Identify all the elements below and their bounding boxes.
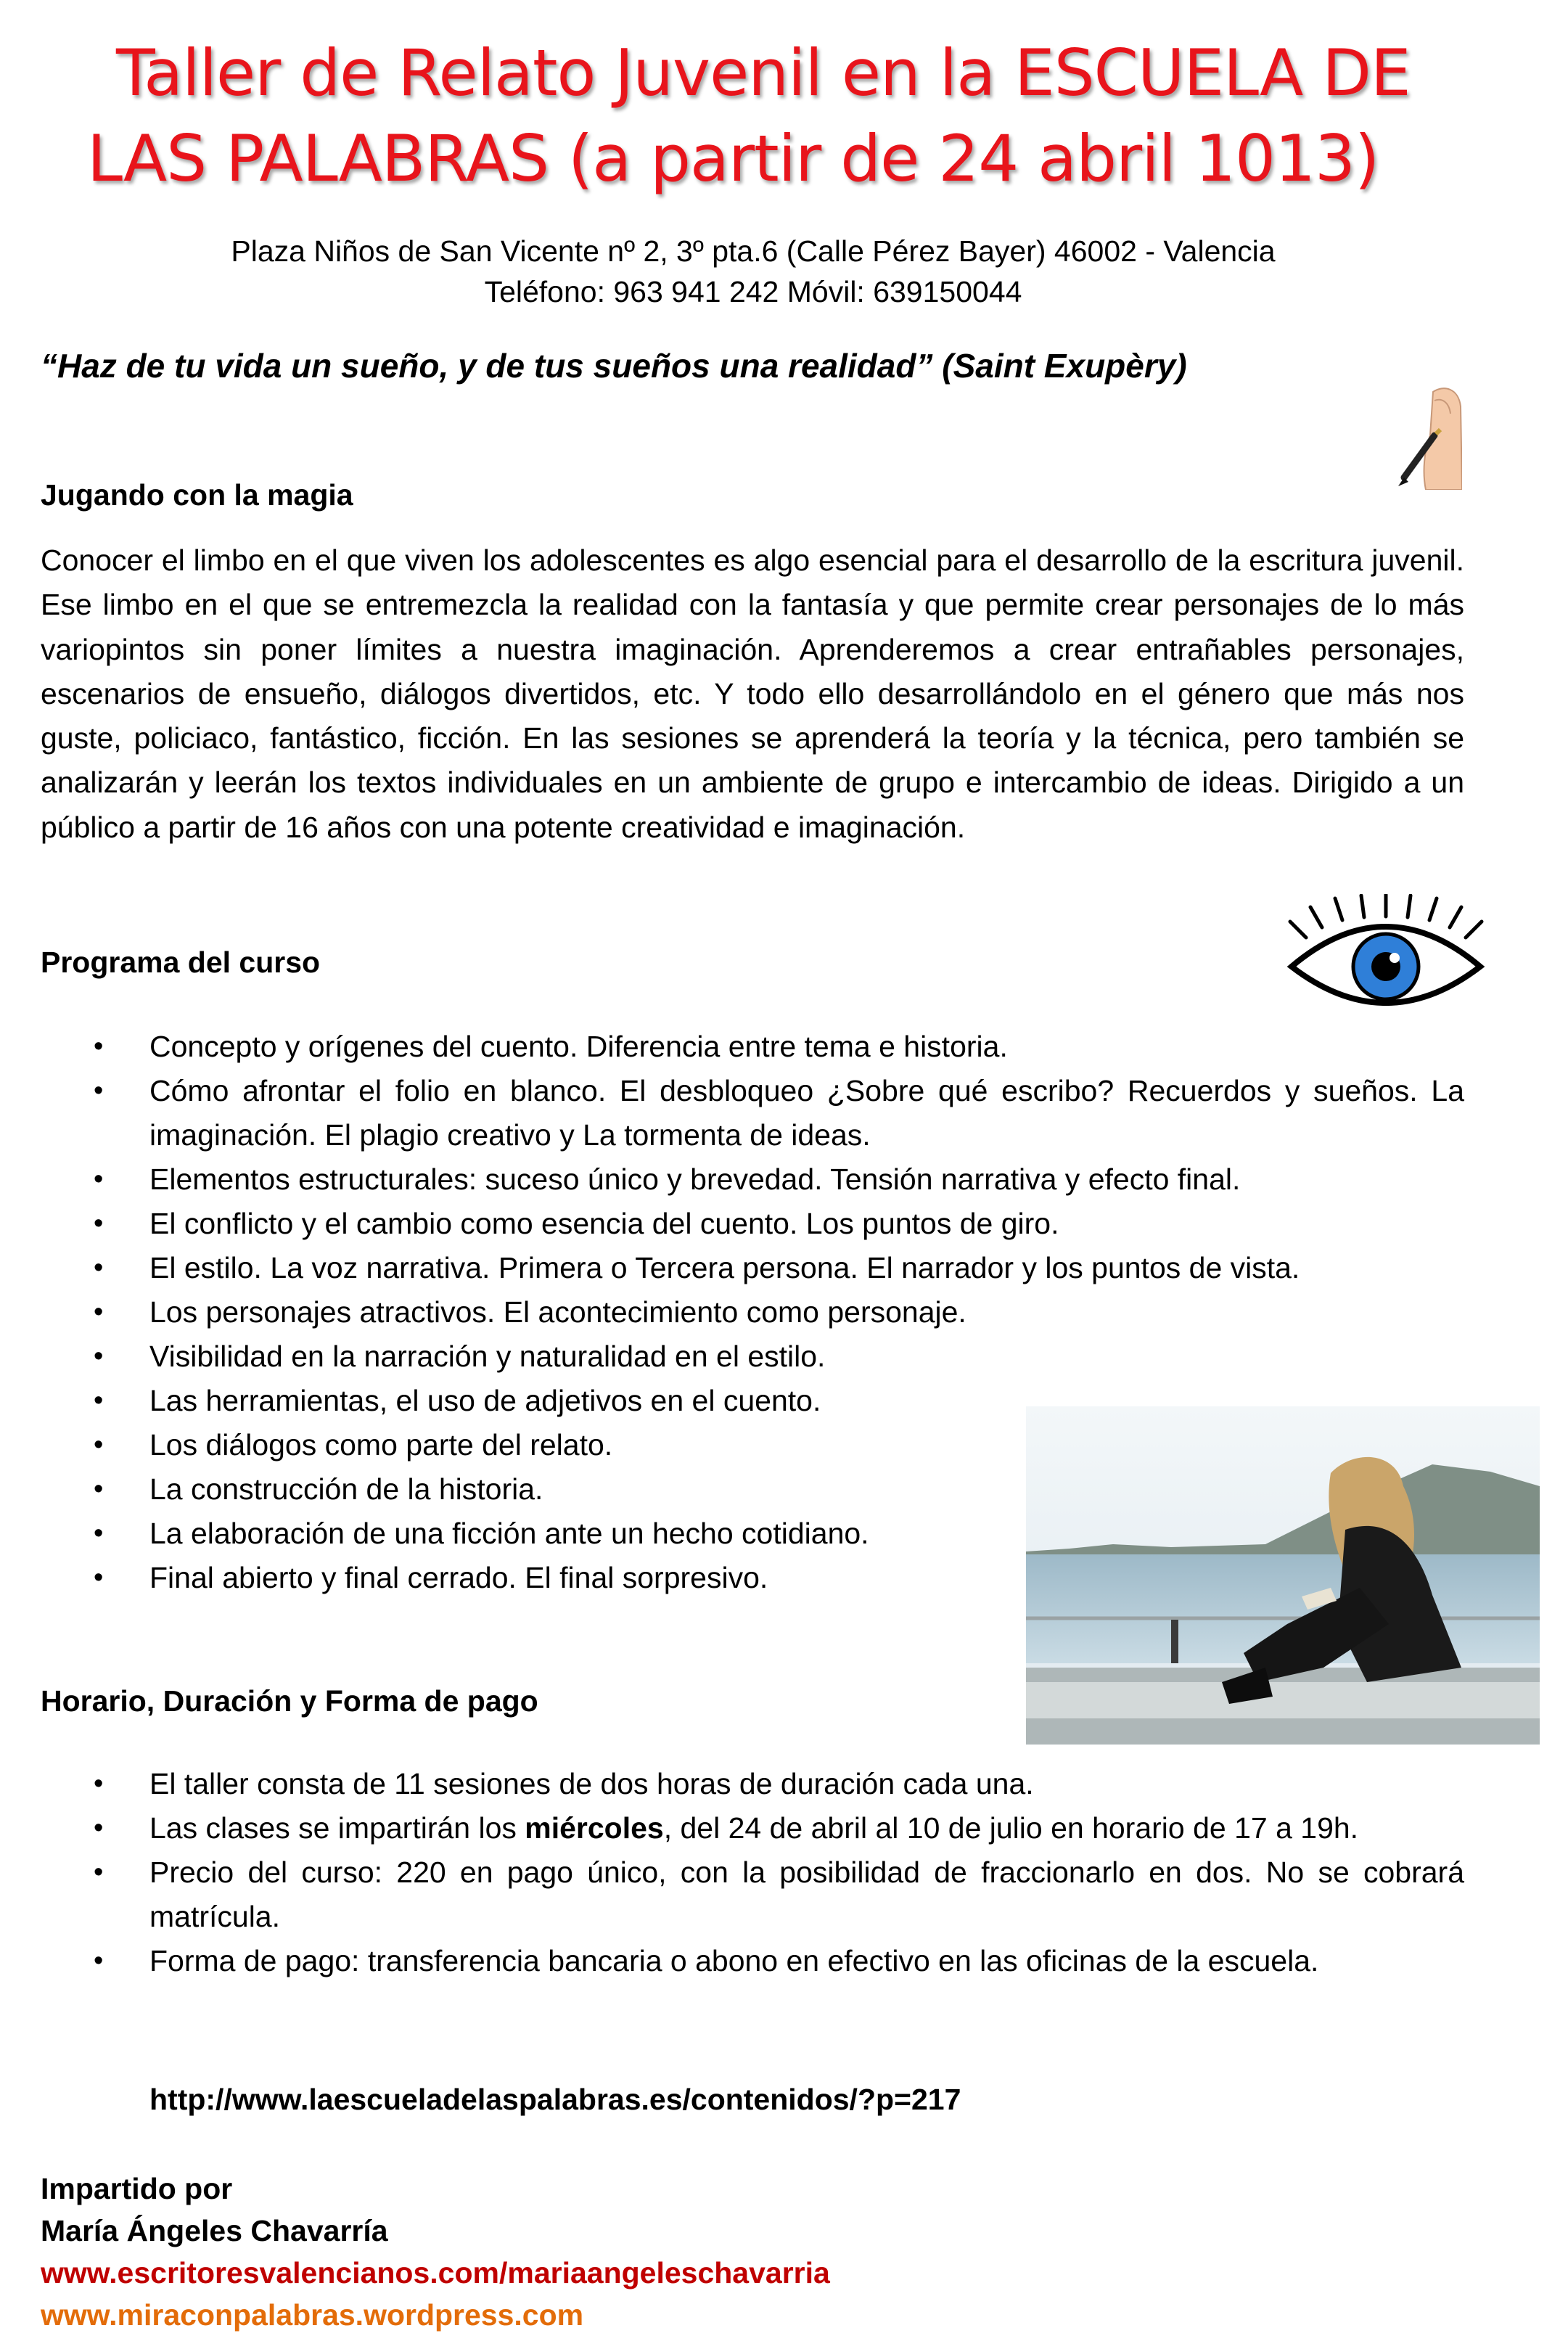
instructor-label: Impartido por [41,2172,233,2205]
list-item: • El estilo. La voz narrativa. Primera o Tercera persona. El narrador y los puntos de vista. [94,1251,1300,1284]
intro-paragraph: Conocer el limbo en el que viven los adolescentes es algo esencial para el desarrollo de la escritura juvenil. Ese limbo en el que se entremezcla la realidad con la fantasía y que permite crear personajes de lo más variopintos sin poner límites a nuestra imaginación. Aprenderemos a crear entrañables personajes, escenarios de ensueño, diálogos divertidos, etc. Y todo ello desarrollándolo en el género que más nos guste, policiaco, fantástico, ficción. En las sesiones se aprenderá la teoría y la técnica, pero también se analizarán y leerán los textos individuales en un ambiente de grupo e intercambio de ideas. Dirigido a un público a partir de 16 años con una potente creatividad e imaginación. [41,544,1464,844]
list-item: • Las clases se impartirán los miércoles, del 24 de abril al 10 de julio en horario de 17 a 19h. [94,1811,1359,1845]
title-line-2: LAS PALABRAS (a partir de 24 abril 1013) [87,121,1379,196]
link-miraconpalabras[interactable]: www.miraconpalabras.wordpress.com [41,2298,584,2332]
quote: “Haz de tu vida un sueño, y de tus sueños una realidad” (Saint Exupèry) [41,347,1187,385]
link-escritores[interactable]: www.escritoresvalencianos.com/mariaangeleschavarria [41,2256,830,2289]
list-item: • Forma de pago: transferencia bancaria o abono en efectivo en las oficinas de la escuela. [94,1944,1319,1977]
list-item: • La construcción de la historia. [94,1472,543,1506]
list-item: • Elementos estructurales: suceso único y brevedad. Tensión narrativa y efecto final. [94,1163,1241,1196]
address-line: Plaza Niños de San Vicente nº 2, 3º pta.6 (Calle Pérez Bayer) 46002 - Valencia [231,234,1276,268]
list-item: • Final abierto y final cerrado. El final sorpresivo. [94,1561,768,1594]
course-url-link[interactable]: http://www.laescueladelaspalabras.es/contenidos/?p=217 [149,2083,961,2116]
title-line-1: Taller de Relato Juvenil en la ESCUELA DE [116,36,1411,110]
section-heading-programa: Programa del curso [41,946,321,979]
list-item: • Las herramientas, el uso de adjetivos en el cuento. [94,1384,821,1417]
section-heading-horario: Horario, Duración y Forma de pago [41,1684,538,1718]
list-item: • El conflicto y el cambio como esencia del cuento. Los puntos de giro. [94,1207,1059,1240]
list-item: • Precio del curso: 220 en pago único, con la posibilidad de fraccionarlo en dos. No se cobrará matrícula. [94,1856,1464,1933]
instructor-name: María Ángeles Chavarría [41,2214,388,2247]
photo-girl-reading-by-sea [1026,1406,1540,1745]
list-item: • Visibilidad en la narración y naturalidad en el estilo. [94,1340,826,1373]
page-title [87,30,1466,202]
list-item: • La elaboración de una ficción ante un hecho cotidiano. [94,1517,869,1550]
eye-icon [1284,894,1487,1025]
phone-line: Teléfono: 963 941 242 Móvil: 639150044 [484,275,1022,308]
pen-writing-icon [1382,385,1462,490]
list-item: • Concepto y orígenes del cuento. Diferencia entre tema e historia. [94,1030,1008,1063]
schedule-list [41,1762,1464,1983]
list-item: • Los diálogos como parte del relato. [94,1428,613,1462]
list-item: • Los personajes atractivos. El acontecimiento como personaje. [94,1295,966,1329]
section-heading-magia: Jugando con la magia [41,478,353,512]
contact-block [0,231,1506,312]
list-item: • Cómo afrontar el folio en blanco. El desbloqueo ¿Sobre qué escribo? Recuerdos y sueños. La imaginación. El plagio creativo y La tormenta de ideas. [94,1074,1464,1152]
list-item: • El taller consta de 11 sesiones de dos horas de duración cada una. [94,1767,1034,1800]
